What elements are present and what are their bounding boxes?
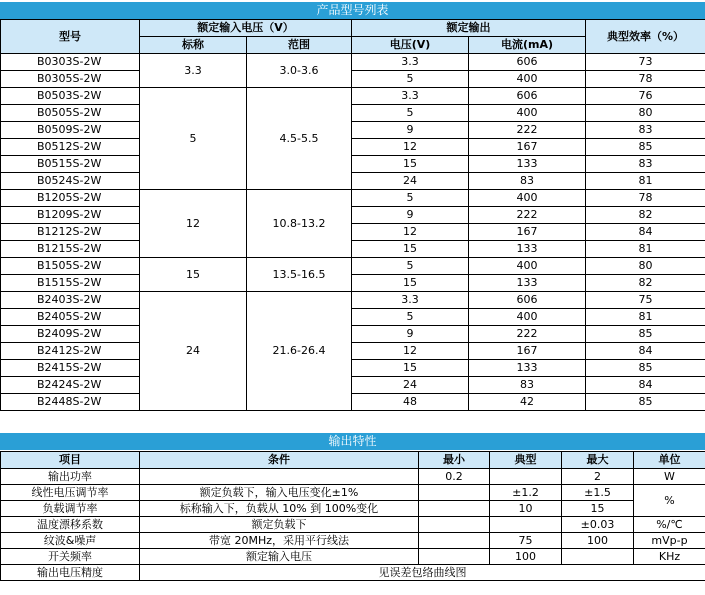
cell-output-voltage: 24 (352, 173, 469, 190)
table-row (1, 549, 705, 565)
cell-condition: 额定负载下，输入电压变化±1% (140, 485, 419, 501)
cell-min (419, 517, 490, 533)
table-row (1, 343, 705, 360)
cell-item: 纹波&噪声 (1, 533, 140, 549)
cell-model: B0303S-2W (1, 54, 140, 71)
cell-voltage-range: 3.0-3.6 (247, 54, 352, 88)
cell-min: 0.2 (419, 469, 490, 485)
cell-efficiency: 76 (586, 88, 705, 105)
cell-max: 15 (562, 501, 634, 517)
cell-model: B1505S-2W (1, 258, 140, 275)
cell-model: B1205S-2W (1, 190, 140, 207)
cell-output-voltage: 5 (352, 105, 469, 122)
cell-typ (490, 517, 562, 533)
table-row (1, 258, 705, 275)
cell-nominal-voltage: 5 (140, 88, 247, 190)
cell-efficiency: 73 (586, 54, 705, 71)
cell-item: 线性电压调节率 (1, 485, 140, 501)
cell-output-current: 133 (469, 156, 586, 173)
table-row (1, 207, 705, 224)
cell-nominal-voltage: 12 (140, 190, 247, 258)
cell-output-voltage: 12 (352, 139, 469, 156)
header-model: 型号 (1, 20, 140, 54)
cell-output-current: 133 (469, 360, 586, 377)
cell-output-voltage: 15 (352, 241, 469, 258)
table-row (1, 190, 705, 207)
table-row (1, 377, 705, 394)
cell-condition: 标称输入下，负载从 10% 到 100%变化 (140, 501, 419, 517)
cell-model: B0505S-2W (1, 105, 140, 122)
cell-nominal-voltage: 24 (140, 292, 247, 411)
cell-efficiency: 84 (586, 343, 705, 360)
cell-efficiency: 80 (586, 105, 705, 122)
cell-output-current: 606 (469, 54, 586, 71)
cell-output-voltage: 48 (352, 394, 469, 411)
header-max: 最大 (562, 452, 634, 469)
cell-nominal-voltage: 3.3 (140, 54, 247, 88)
header-efficiency: 典型效率（%） (586, 20, 705, 54)
table-row (1, 565, 705, 581)
cell-unit: mVp-p (634, 533, 705, 549)
cell-output-current: 606 (469, 292, 586, 309)
cell-output-current: 83 (469, 173, 586, 190)
table-row (1, 326, 705, 343)
cell-model: B0512S-2W (1, 139, 140, 156)
cell-model: B0305S-2W (1, 71, 140, 88)
header-item: 项目 (1, 452, 140, 469)
header-condition: 条件 (140, 452, 419, 469)
cell-efficiency: 82 (586, 207, 705, 224)
table-row (1, 485, 705, 501)
cell-output-voltage: 3.3 (352, 292, 469, 309)
cell-min (419, 549, 490, 565)
cell-item: 负载调节率 (1, 501, 140, 517)
cell-model: B1215S-2W (1, 241, 140, 258)
cell-efficiency: 82 (586, 275, 705, 292)
table-row (1, 88, 705, 105)
cell-efficiency: 75 (586, 292, 705, 309)
section-title-model-list: 产品型号列表 (0, 2, 705, 19)
section-title-output-characteristics: 输出特性 (0, 433, 705, 450)
table-row (1, 394, 705, 411)
cell-model: B2424S-2W (1, 377, 140, 394)
cell-output-current: 133 (469, 241, 586, 258)
cell-condition: 带宽 20MHz，采用平行线法 (140, 533, 419, 549)
cell-unit: % (634, 485, 705, 517)
cell-output-voltage: 12 (352, 343, 469, 360)
cell-typ: 75 (490, 533, 562, 549)
cell-unit: KHz (634, 549, 705, 565)
cell-output-voltage: 3.3 (352, 88, 469, 105)
cell-condition: 见误差包络曲线图 (140, 565, 705, 581)
cell-voltage-range: 21.6-26.4 (247, 292, 352, 411)
cell-output-voltage: 3.3 (352, 54, 469, 71)
table-row (1, 309, 705, 326)
cell-efficiency: 83 (586, 156, 705, 173)
cell-output-current: 400 (469, 105, 586, 122)
cell-nominal-voltage: 15 (140, 258, 247, 292)
cell-output-current: 606 (469, 88, 586, 105)
cell-typ: ±1.2 (490, 485, 562, 501)
header-range: 范围 (247, 37, 352, 54)
cell-model: B0503S-2W (1, 88, 140, 105)
cell-efficiency: 85 (586, 326, 705, 343)
table-row (1, 224, 705, 241)
cell-model: B1212S-2W (1, 224, 140, 241)
cell-condition (140, 469, 419, 485)
cell-max: 100 (562, 533, 634, 549)
cell-model: B2409S-2W (1, 326, 140, 343)
cell-output-current: 222 (469, 207, 586, 224)
table-row (1, 156, 705, 173)
cell-output-current: 42 (469, 394, 586, 411)
cell-typ: 10 (490, 501, 562, 517)
cell-model: B2448S-2W (1, 394, 140, 411)
cell-max: ±1.5 (562, 485, 634, 501)
cell-efficiency: 81 (586, 173, 705, 190)
cell-item: 输出电压精度 (1, 565, 140, 581)
cell-efficiency: 85 (586, 394, 705, 411)
cell-typ (490, 469, 562, 485)
cell-output-voltage: 15 (352, 156, 469, 173)
cell-voltage-range: 4.5-5.5 (247, 88, 352, 190)
cell-efficiency: 78 (586, 71, 705, 88)
header-unit: 单位 (634, 452, 705, 469)
cell-output-current: 400 (469, 258, 586, 275)
cell-item: 输出功率 (1, 469, 140, 485)
cell-output-voltage: 5 (352, 190, 469, 207)
cell-voltage-range: 13.5-16.5 (247, 258, 352, 292)
cell-efficiency: 84 (586, 377, 705, 394)
cell-output-voltage: 9 (352, 122, 469, 139)
cell-output-current: 83 (469, 377, 586, 394)
cell-condition: 额定输入电压 (140, 549, 419, 565)
cell-output-voltage: 5 (352, 71, 469, 88)
cell-efficiency: 80 (586, 258, 705, 275)
cell-output-voltage: 9 (352, 326, 469, 343)
model-list-table (0, 19, 705, 411)
cell-output-voltage: 9 (352, 207, 469, 224)
output-characteristics-table (0, 451, 705, 581)
cell-output-voltage: 15 (352, 360, 469, 377)
table-row (1, 517, 705, 533)
table-row (1, 469, 705, 485)
table-row (1, 173, 705, 190)
cell-efficiency: 78 (586, 190, 705, 207)
cell-item: 温度漂移系数 (1, 517, 140, 533)
cell-output-voltage: 5 (352, 258, 469, 275)
header-min: 最小 (419, 452, 490, 469)
cell-min (419, 533, 490, 549)
header-typ: 典型 (490, 452, 562, 469)
cell-output-voltage: 24 (352, 377, 469, 394)
cell-model: B0509S-2W (1, 122, 140, 139)
cell-min (419, 485, 490, 501)
cell-model: B0524S-2W (1, 173, 140, 190)
header-output: 额定输出 (352, 20, 586, 37)
cell-output-current: 400 (469, 71, 586, 88)
table-row (1, 275, 705, 292)
cell-efficiency: 84 (586, 224, 705, 241)
cell-min (419, 501, 490, 517)
cell-output-current: 133 (469, 275, 586, 292)
table-row (1, 292, 705, 309)
cell-output-voltage: 15 (352, 275, 469, 292)
cell-efficiency: 81 (586, 241, 705, 258)
table-row (1, 501, 705, 517)
cell-model: B2415S-2W (1, 360, 140, 377)
cell-output-voltage: 12 (352, 224, 469, 241)
cell-output-current: 167 (469, 224, 586, 241)
cell-item: 开关频率 (1, 549, 140, 565)
table-row (1, 139, 705, 156)
cell-model: B2405S-2W (1, 309, 140, 326)
cell-max: ±0.03 (562, 517, 634, 533)
cell-model: B2403S-2W (1, 292, 140, 309)
table-row (1, 105, 705, 122)
cell-model: B1515S-2W (1, 275, 140, 292)
cell-model: B0515S-2W (1, 156, 140, 173)
table-row (1, 71, 705, 88)
cell-output-current: 167 (469, 343, 586, 360)
cell-model: B1209S-2W (1, 207, 140, 224)
header-nominal: 标称 (140, 37, 247, 54)
cell-unit: W (634, 469, 705, 485)
cell-output-current: 222 (469, 122, 586, 139)
table-row (1, 241, 705, 258)
cell-efficiency: 85 (586, 139, 705, 156)
cell-output-current: 222 (469, 326, 586, 343)
cell-model: B2412S-2W (1, 343, 140, 360)
cell-output-voltage: 5 (352, 309, 469, 326)
cell-output-current: 400 (469, 309, 586, 326)
table-row (1, 122, 705, 139)
cell-max (562, 549, 634, 565)
cell-typ: 100 (490, 549, 562, 565)
cell-efficiency: 81 (586, 309, 705, 326)
cell-unit: %/℃ (634, 517, 705, 533)
table-row (1, 54, 705, 71)
cell-output-current: 167 (469, 139, 586, 156)
header-voltage: 电压(V) (352, 37, 469, 54)
table-row (1, 533, 705, 549)
cell-output-current: 400 (469, 190, 586, 207)
table-row (1, 360, 705, 377)
cell-voltage-range: 10.8-13.2 (247, 190, 352, 258)
cell-efficiency: 85 (586, 360, 705, 377)
cell-condition: 额定负载下 (140, 517, 419, 533)
cell-efficiency: 83 (586, 122, 705, 139)
cell-max: 2 (562, 469, 634, 485)
header-current: 电流(mA) (469, 37, 586, 54)
header-input-voltage: 额定输入电压（V） (140, 20, 352, 37)
